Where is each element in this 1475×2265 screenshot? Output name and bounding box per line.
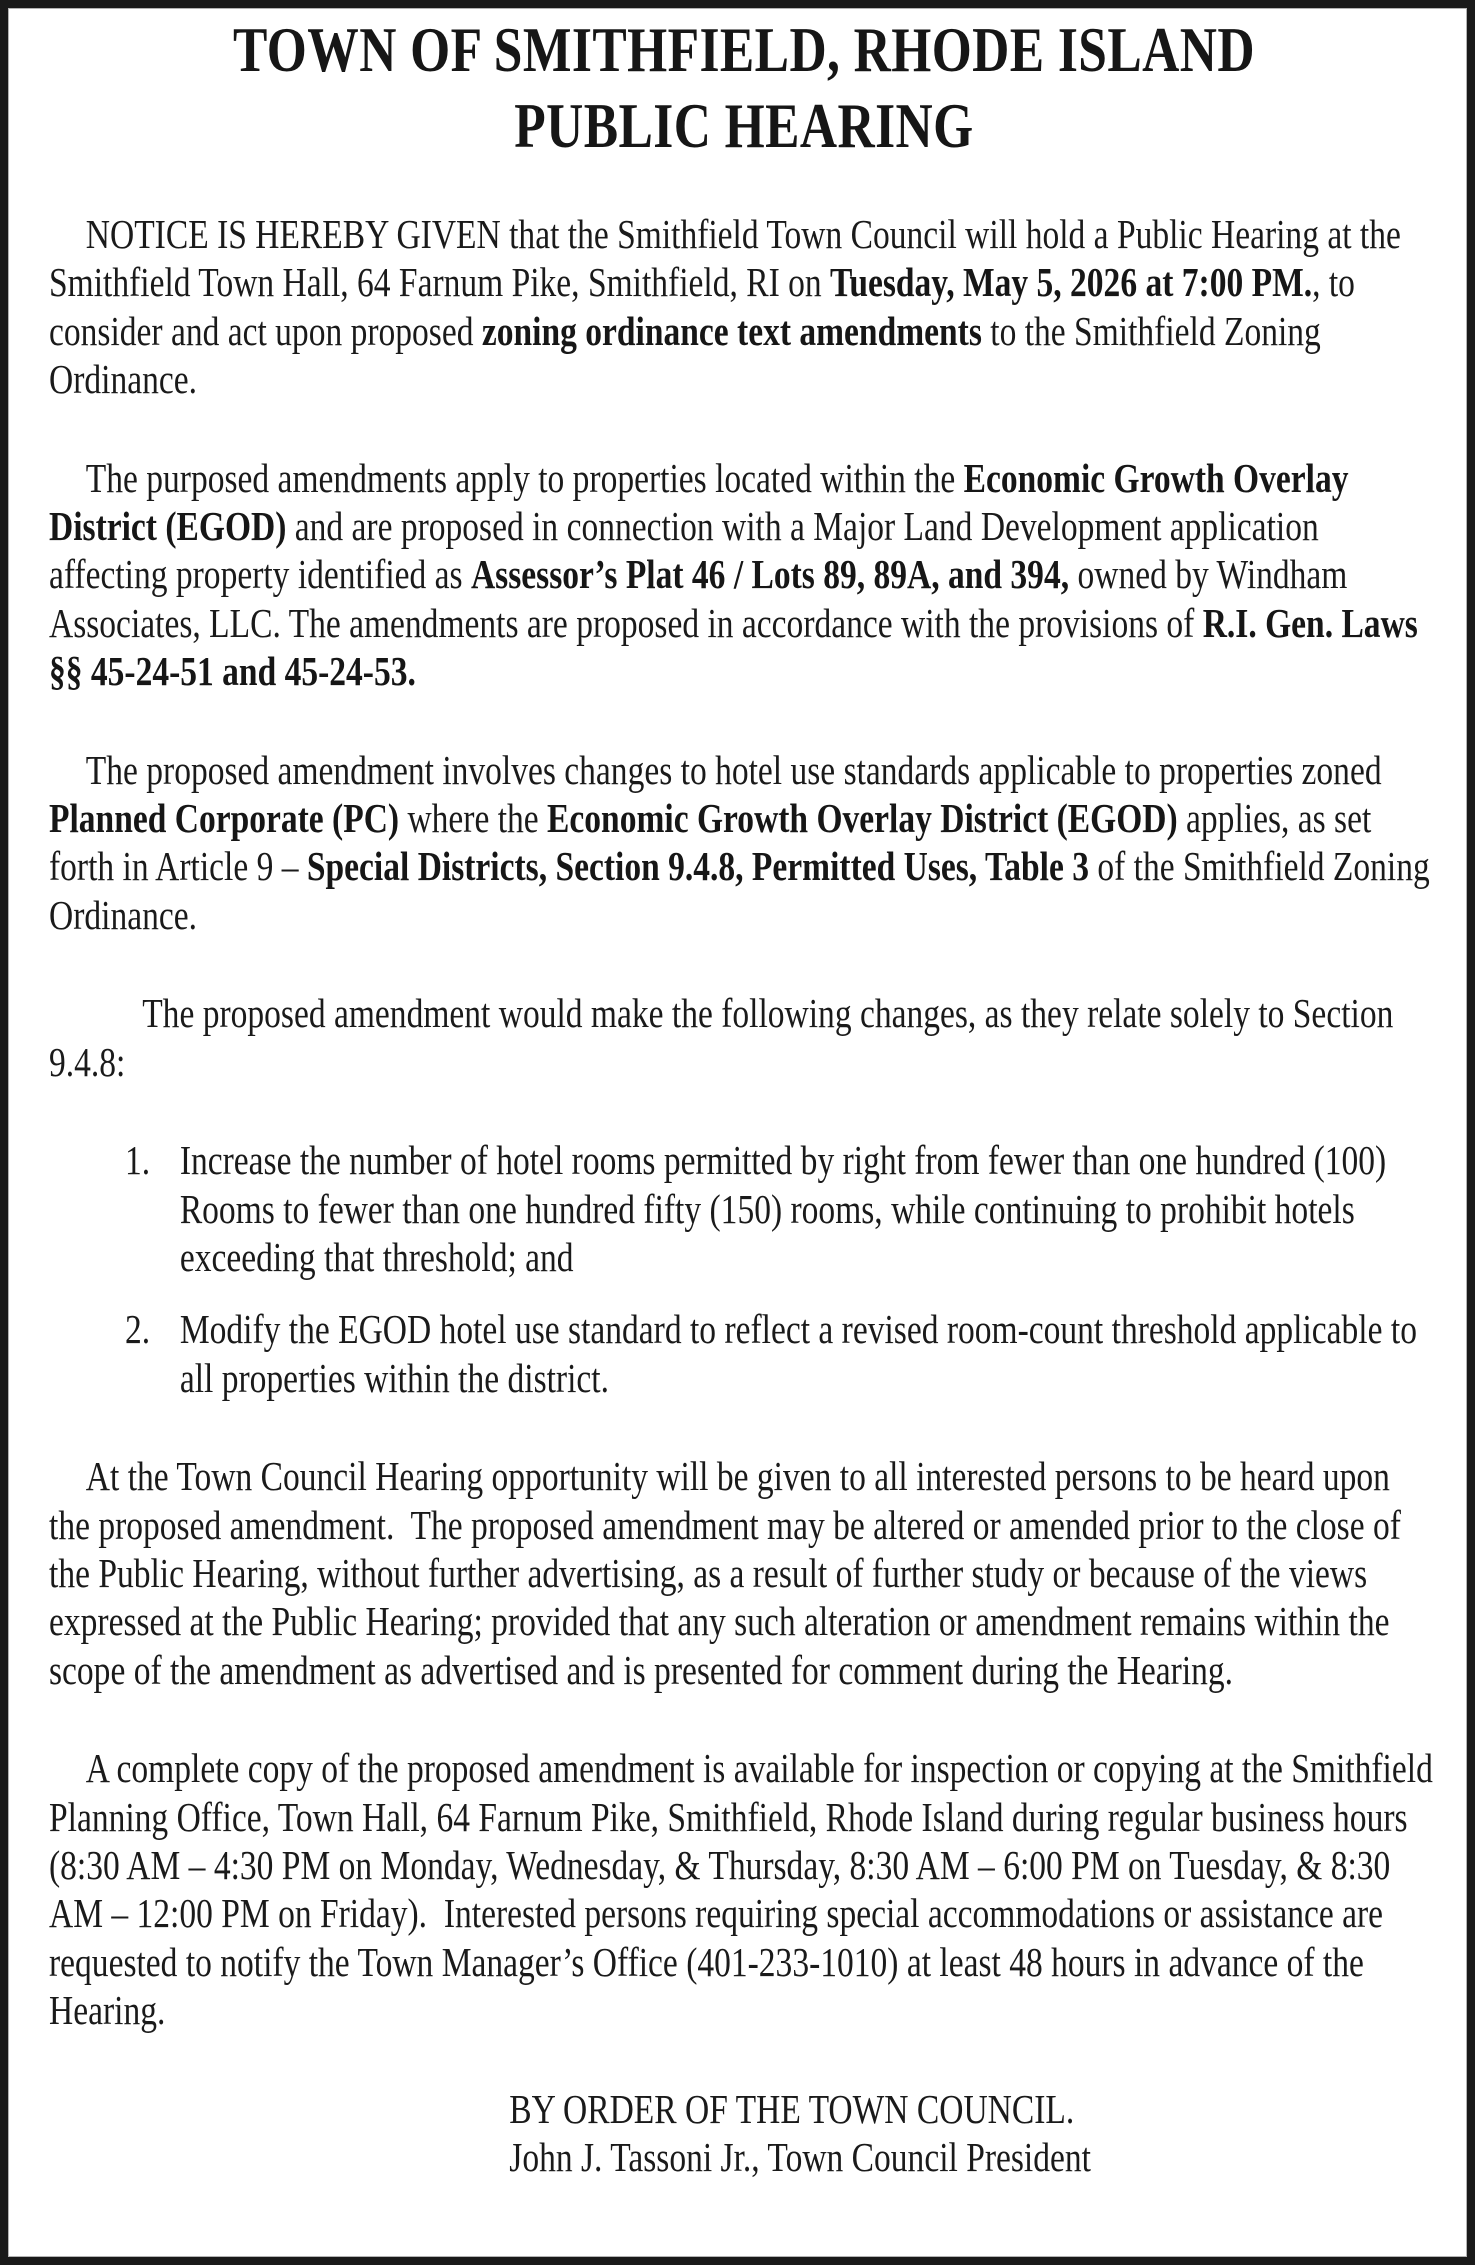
notice-title-line1: TOWN OF SMITHFIELD, RHODE ISLAND xyxy=(232,15,1255,85)
text-segment-bold: Planned Corporate (PC) xyxy=(49,795,400,842)
signature-block xyxy=(509,2085,1439,2182)
text-segment: The proposed amendment would make the following changes, as they relate solely to Section 9.4.8: xyxy=(49,990,1402,1085)
text-segment: , to consider and act upon proposed xyxy=(49,259,1364,354)
text-segment: of the Smithfield Zoning Ordinance. xyxy=(49,843,1439,938)
list-item-text: Increase the number of hotel rooms permitted by right from fewer than one hundred (100) Rooms to fewer than one hundred fifty (150) rooms, while continuing to prohibit hotels exceeding that threshold; and xyxy=(179,1137,1395,1280)
text-segment: At the Town Council Hearing opportunity will be given to all interested persons to be heard upon the proposed amendment. The proposed amendment may be altered or amended prior to the close of the Public Hearing, without further advertising, as a result of further study or because of the views expressed at the Public Hearing; provided that any such alteration or amendment remains within the scope of the amendment as advertised and is presented for comment during the Hearing. xyxy=(49,1453,1410,1693)
notice-title xyxy=(49,12,1439,164)
text-segment-bold: zoning ordinance text amendments xyxy=(481,307,982,354)
text-segment: A complete copy of the proposed amendment is available for inspection or copying at the Smithfield Planning Office, Town Hall, 64 Farnum Pike, Smithfield, Rhode Island during regular business hours (8:30 AM – 4:30 PM on Monday, Wednesday, & Thursday, 8:30 AM – 6:00 PM on Tuesday, & 8:30 AM – 12:00 PM on Friday). Interested persons requiring special accommodations or assistance are requested to notify the Town Manager’s Office (401-233-1010) at least 48 hours in advance of the Hearing. xyxy=(49,1745,1442,2034)
amendment-change-list xyxy=(49,1136,1439,1402)
list-item-number: 1. xyxy=(125,1137,151,1184)
text-segment: owned by Windham Associates, LLC. The amendments are proposed in accordance with the provisions of xyxy=(49,551,1354,646)
list-item-number: 2. xyxy=(125,1306,151,1353)
paragraph-copy-inspection xyxy=(49,1744,1442,2034)
notice-content xyxy=(8,8,1467,2181)
list-item xyxy=(49,1305,1439,1402)
text-segment: and are proposed in connection with a Major Land Development application affecting property identified as xyxy=(49,503,1328,598)
text-segment-bold: Tuesday, May 5, 2026 at 7:00 PM. xyxy=(830,259,1313,306)
text-segment: where the xyxy=(399,795,548,842)
text-segment: The proposed amendment involves changes to hotel use standards applicable to properties zoned xyxy=(85,746,1390,793)
text-segment-bold: R.I. Gen. Laws §§ 45-24-51 and 45-24-53. xyxy=(49,599,1427,695)
text-segment-bold: Special Districts, Section 9.4.8, Permitted Uses, Table 3 xyxy=(306,843,1089,890)
paragraph-hearing-rights xyxy=(49,1452,1439,1694)
text-segment: to the Smithfield Zoning Ordinance. xyxy=(49,307,1330,403)
paragraph-hotel-standards xyxy=(49,746,1439,940)
council-president-line: John J. Tassoni Jr., Town Council President xyxy=(509,2134,1091,2180)
text-segment: The purposed amendments apply to properties located within the xyxy=(85,454,964,501)
text-segment-bold: Economic Growth Overlay District (EGOD) xyxy=(49,454,1357,550)
text-segment-bold: Economic Growth Overlay District (EGOD) xyxy=(547,795,1178,842)
text-segment-bold: Assessor’s Plat 46 / Lots 89, 89A, and 394, xyxy=(470,551,1070,598)
list-item-text: Modify the EGOD hotel use standard to reflect a revised room-count threshold applicable to all properties within the district. xyxy=(179,1306,1426,1401)
paragraph-notice-given xyxy=(49,210,1439,404)
notice-text-block xyxy=(49,12,1442,2181)
text-segment: NOTICE IS HEREBY GIVEN that the Smithfield Town Council will hold a Public Hearing at the Smithfield Town Hall, 64 Farnum Pike, Smithfield, RI on xyxy=(49,211,1410,306)
text-segment: applies, as set forth in Article 9 – xyxy=(49,795,1380,890)
notice-title-line2: PUBLIC HEARING xyxy=(514,91,974,161)
paragraph-egod-properties xyxy=(49,454,1439,696)
by-order-line: BY ORDER OF THE TOWN COUNCIL. xyxy=(509,2085,1075,2132)
list-item xyxy=(49,1136,1439,1281)
paragraph-changes-intro xyxy=(49,989,1439,1086)
